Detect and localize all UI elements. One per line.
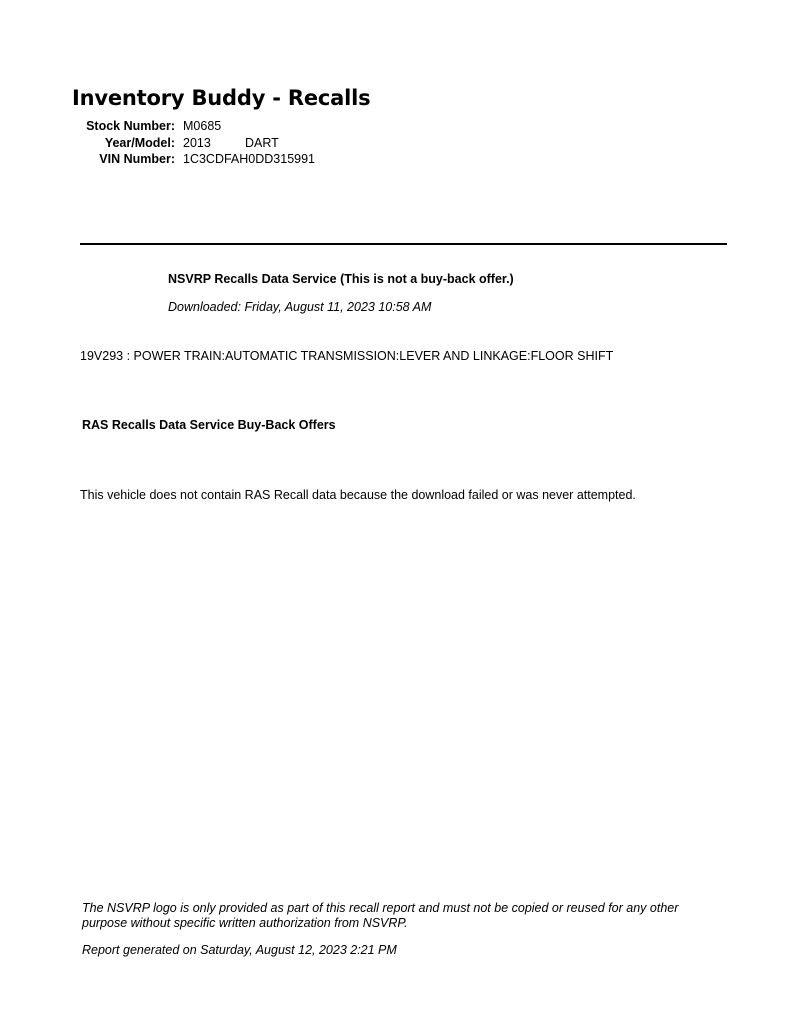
vin-number-label: VIN Number: [99,152,175,166]
vin-number-value: 1C3CDFAH0DD315991 [183,152,316,166]
model-value: DART [245,136,279,150]
stock-number-value: M0685 [183,119,222,133]
year-value: 2013 [183,136,211,150]
logo-disclaimer: The NSVRP logo is only provided as part of this recall report and must not be copied or reused for any other purpose without specific written authorization from NSVRP. [82,901,679,930]
recall-item: 19V293 : POWER TRAIN:AUTOMATIC TRANSMISSION:LEVER AND LINKAGE:FLOOR SHIFT [80,349,614,363]
nsvrp-section-heading: NSVRP Recalls Data Service (This is not a buy-back offer.) [168,272,514,286]
section-divider [80,243,727,245]
stock-number-label: Stock Number: [86,119,175,133]
page-title: Inventory Buddy - Recalls [72,86,371,110]
year-model-label: Year/Model: [104,136,175,150]
ras-section-heading: RAS Recalls Data Service Buy-Back Offers [82,418,336,432]
ras-status-message: This vehicle does not contain RAS Recall data because the download failed or was never attempted. [80,488,636,502]
report-generated-timestamp: Report generated on Saturday, August 12, 2023 2:21 PM [82,943,397,957]
downloaded-timestamp: Downloaded: Friday, August 11, 2023 10:58 AM [168,300,432,314]
